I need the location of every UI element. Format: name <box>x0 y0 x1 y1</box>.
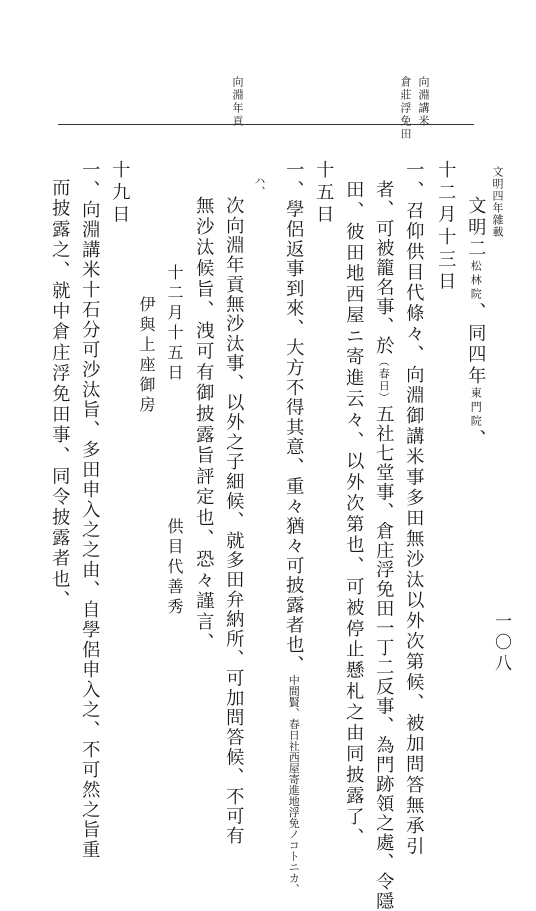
text-column-4 <box>373 180 395 911</box>
date-line-13: 十二月十三日 <box>435 160 457 294</box>
kansai-end: 、 <box>465 429 487 451</box>
header-rule <box>58 124 474 125</box>
text-column-9: 次向淵年貢無沙汰事、以外之子細候、就多田弁納所、可加問答候、不可有 <box>223 196 245 846</box>
text-column-10: 無沙汰候旨、洩可有御披露旨評定也、恐々謹言、 <box>193 196 215 654</box>
col7-main: 一、學侶返事到來、大方不得其意、重々猶々可披露者也、 <box>283 160 305 675</box>
text-column-14: 一、向淵講米十石分可沙汰旨、多田申入之之由、自學侶申入之、不可然之旨重 <box>79 160 101 860</box>
kansai-main: 文明二 <box>465 196 487 260</box>
date-line-19: 十九日 <box>109 160 131 227</box>
page-number: 一〇八 <box>491 612 511 675</box>
date-line-15: 十五日 <box>313 160 335 227</box>
head-note-koen-kome: 向淵講米 <box>417 76 430 128</box>
head-note-koen-nengu: 向淵年貢 <box>231 76 244 128</box>
text-column-15: 而披露之、就中倉庄浮免田事、同令披露者也、 <box>49 178 71 611</box>
col4-small: （春日） <box>377 355 391 405</box>
head-note-kura-sho: 倉莊浮免田 <box>399 76 412 141</box>
text-column-5: 田、彼田地西屋ニ寄進云々、以外次第也、可被停止懸札之由同披露了、 <box>343 180 365 849</box>
col4-b: 五社七堂事、倉庄浮免田一丁二反事、為門跡領之處、令隱 <box>373 404 395 911</box>
text-column-7 <box>283 160 305 895</box>
letter-date: 十二月十五日 <box>165 264 184 384</box>
kansai-small-a: 松林院 <box>469 259 483 302</box>
running-title: 文明四年雜載 <box>491 166 504 238</box>
kansai-mid: 、同四年 <box>465 301 487 388</box>
signature-sender: 供目代善秀 <box>165 518 184 618</box>
kansai-small-b: 東門院 <box>469 387 483 430</box>
text-column-3: 一、召仰供目代條々、向淵御講米事多田無沙汰以外次第候、被加問答無承引 <box>403 160 425 857</box>
addressee: 伊與上座御房 <box>137 296 156 416</box>
col7-note: 中間賢、春日社西屋寄進地浮免ノコトニカ、 <box>287 674 301 895</box>
col4-a: 者、可被籠名事、於 <box>373 180 395 356</box>
text-column-8: ハ、 <box>253 175 266 197</box>
kansai-line <box>465 196 487 451</box>
